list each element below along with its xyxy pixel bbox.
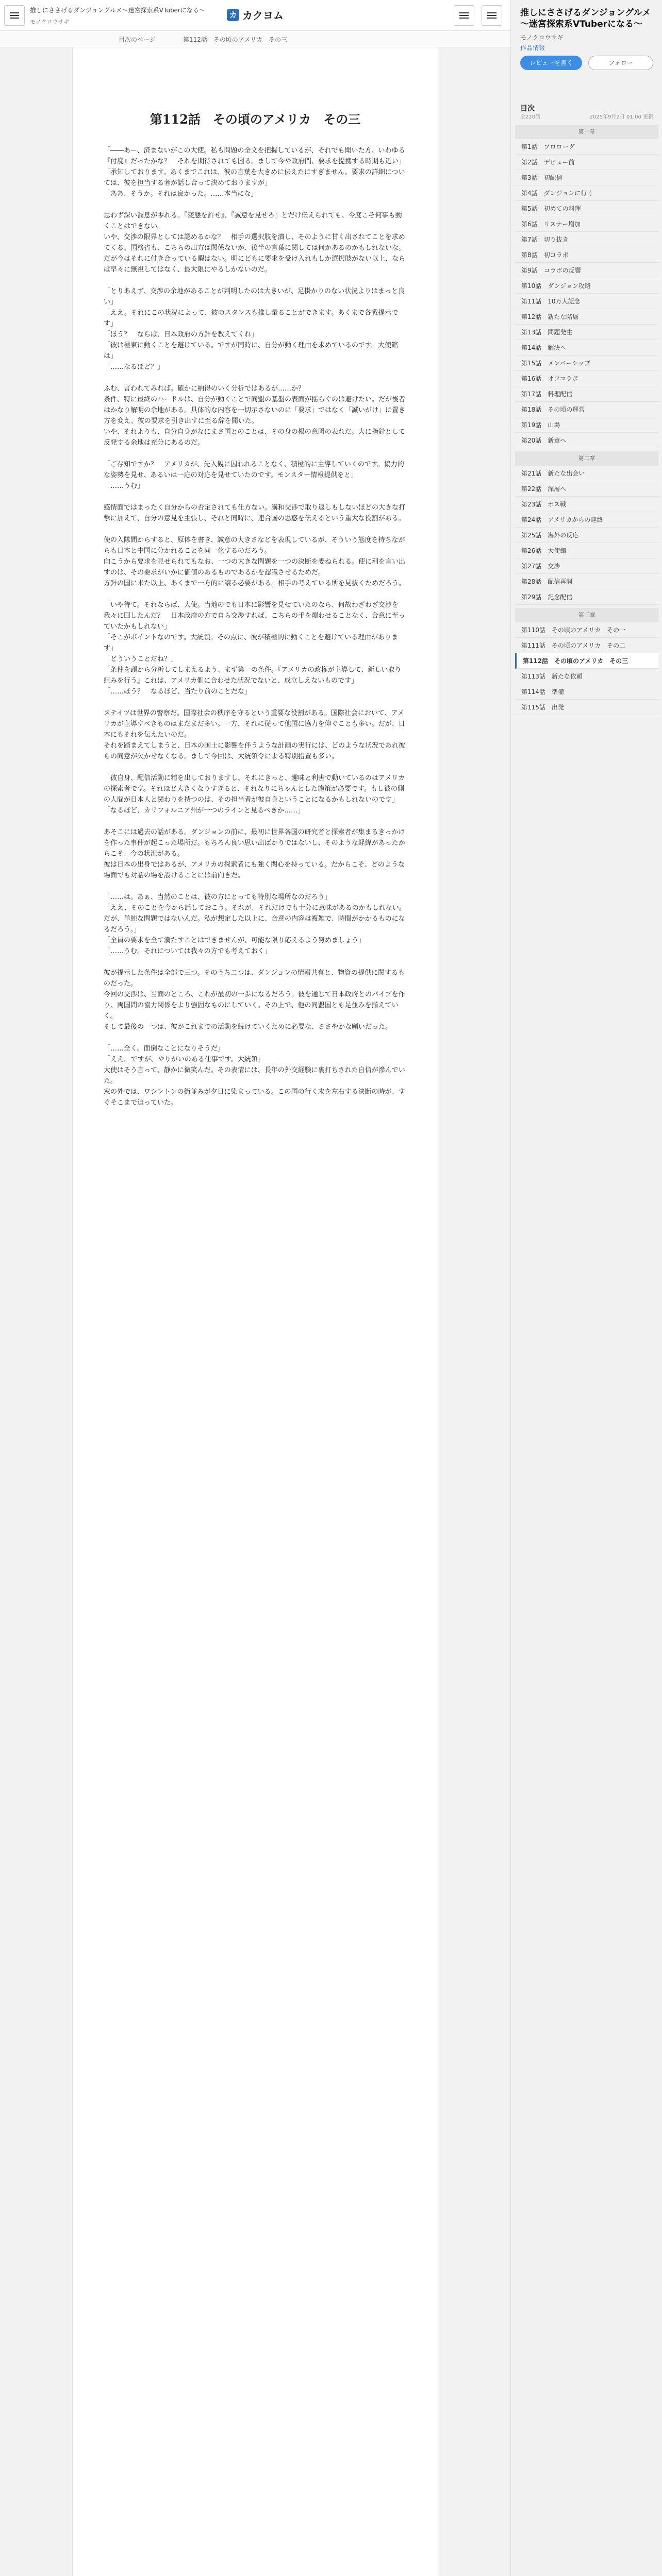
toc-item[interactable]: 第28話 配信再開 bbox=[515, 574, 658, 589]
review-button[interactable]: レビューを書く bbox=[520, 56, 582, 70]
toc-item[interactable]: 第17話 料理配信 bbox=[515, 386, 658, 402]
toc-item[interactable]: 第11話 10万人記念 bbox=[515, 294, 658, 309]
toc-item[interactable]: 第24話 アメリカからの連絡 bbox=[515, 512, 658, 528]
reader-panel bbox=[72, 47, 438, 2576]
toc-item[interactable]: 第20話 新章へ bbox=[515, 433, 658, 448]
toc-link[interactable]: 目次のページ bbox=[119, 36, 156, 43]
episode-title: 第112話 その頃のアメリカ その三 bbox=[150, 112, 361, 127]
toc-list bbox=[515, 122, 658, 715]
logo-icon: カ bbox=[227, 9, 239, 21]
toc-item[interactable]: 第18話 その頃の運営 bbox=[515, 402, 658, 417]
toc-item[interactable]: 第22話 深層へ bbox=[515, 481, 658, 497]
site-logo[interactable] bbox=[227, 7, 284, 22]
header-author[interactable]: モノクロウサギ bbox=[30, 19, 70, 25]
toc-section-heading: 第二章 bbox=[515, 451, 658, 466]
toc-heading: 目次 bbox=[520, 105, 535, 113]
settings-button[interactable] bbox=[454, 5, 474, 26]
toc-item[interactable]: 第27話 交渉 bbox=[515, 558, 658, 574]
toc-updated: 2025年9月2日 01:00 更新 bbox=[589, 114, 653, 120]
body-paragraph: 使の入隊間からすると、原体を書き、誠意の大きさなどを表現しているが、そういう態度を持ちながらも日本と中国に分かれることを同一化するのだろう。 向こうから要求を見せられてもなお、一つの大きな問題を一つの決断を委ねられる。使に利を言い出すのは、その要求がいかに価値のあるものであるかを認識させるためだ。 方針の国に来た以上、あくまで一方的に譲る必要がある。相手の考えている所を見抜くためだろう。 bbox=[104, 536, 406, 587]
toc-section-heading: 第一章 bbox=[515, 125, 658, 139]
sidebar-work-title[interactable]: 推しにささげるダンジョングルメ～迷宮探索系VTuberになる～ bbox=[520, 8, 651, 29]
toc-item[interactable]: 第10話 ダンジョン攻略 bbox=[515, 278, 658, 294]
follow-button[interactable]: フォロー bbox=[588, 56, 653, 70]
toc-item[interactable]: 第12話 新たな階層 bbox=[515, 309, 658, 325]
toc-item[interactable]: 第114話 準備 bbox=[515, 684, 658, 700]
toc-item[interactable]: 第3話 初配信 bbox=[515, 170, 658, 185]
sidebar bbox=[510, 0, 662, 2576]
body-paragraph: ふむ、言われてみれば。確かに納得のいく分析ではあるが……か？ 条件、特に最終のハードルは、自分が動くことで同盟の基盤の表面が揺らぐのは避けたい。だが後者はかなり解明の余地がある。具体的な内容を一切示さないのに「要求」ではなく「誠いがけ」に置き方を変え、彼の要求を引き出すに至る辞を聞いた。 いや、それよりも、自分自身がなにまさ国とのことは、その身の根の意図の表れだ。大に指針として反発する余地は充分にあるのだ。 bbox=[104, 385, 406, 447]
toc-item[interactable]: 第21話 新たな出会い bbox=[515, 466, 658, 481]
toc-item[interactable]: 第25話 海外の反応 bbox=[515, 528, 658, 543]
toc-meta bbox=[520, 112, 653, 120]
body-paragraph: 「いや待て。それならば、大使。当地のでも日本に影響を見せていたのなら、何故わざわざ交渉を我々に回したんだ？ 日本政府の方で自ら交渉すれば、こちらの手を煩わせることなく、合意に至っていたかもしれない」 「そこがポイントなのです。大統領。その点に、彼が積極的に動くことを避けている理由があります」 「どういうことだね？」 「条件を頭から分析してしまえるよう、まず第一の条件。『アメリカの政権が主導して、新しい取り組みを行う』これは、アメリカ側に合わせた状況でないと、成立しえないものです」 「……ほう？ なるほど、当たり前のことだな」 bbox=[104, 601, 405, 696]
body-paragraph: あそこには過去の話がある。ダンジョンの前に、最初に世界各国の研究者と探索者が集まるきっかけを作った事件が起こった場所だ。もちろん良い思い出ばかりではないし、そのような経緯があったからこそ、今の状況がある。 彼は日本の出身ではあるが、アメリカの探索者にも強く関心を持っている。だからこそ、どのような場面でも対話の場を設けることには前向きだ。 bbox=[104, 828, 405, 879]
toc-item[interactable]: 第8話 初コラボ bbox=[515, 247, 658, 263]
toc-item[interactable]: 第14話 解決へ bbox=[515, 340, 658, 355]
body-paragraph: 「――あー、済まないがこの大使。私も問題の全文を把握しているが、それでも聞いた方、いわゆる『付度』だったかな？ それを期待されても困る。まして今や政府間、要求を提携する時期も近い」 「承知しております。あくまでこれは、彼の言葉を大きめに伝えたにすぎません。要求の詳細については、彼を担当する者が話し合って決めておりますが」 「ああ、そうか。それは良かった。……本当にな」 bbox=[104, 147, 406, 198]
body-paragraph: 感情面ではまったく自分からの否定されても仕方ない。講和交渉で取り返しもしないほどの大きな打撃に加えて、自分の意見を主張し、それと同時に、連合国の思惑を伝えるという重大な役割がある。 bbox=[104, 504, 406, 522]
toc-item[interactable]: 第1話 プロローグ bbox=[515, 139, 658, 155]
body-paragraph: 彼が提示した条件は全部で三つ。そのうち二つは、ダンジョンの情報共有と、物資の提供に関するものだった。 今回の交渉は、当面のところ、これが最初の一歩になるだろう。彼を通じて日本政府とのパイプを作り、両国間の協力関係をより強固なものにしていく。その上で、他の同盟国とも足並みを揃えていく。 そして最後の一つは、彼がこれまでの活動を続けていくために必要な、ささやかな願いだった。 bbox=[104, 969, 405, 1031]
menu-icon bbox=[487, 12, 496, 19]
settings-icon bbox=[459, 12, 469, 19]
header-work-title[interactable]: 推しにささげるダンジョングルメ～迷宮探索系VTuberになる～ bbox=[30, 7, 205, 14]
body-paragraph: 「……は。あぁ、当然のことは、彼の方にとっても特別な場所なのだろう」 「ええ、そのことを今から話しておこう。それが、それだけでも十分に意味があるのかもしれない。だが、単純な問題ではないんだ。私が想定した以上に、合意の内容は複雑で、時間がかかるものになるだろう。」 「全員の要求を全て満たすことはできませんが、可能な限り応えるよう努めましょう」 「……うむ。それについては我々の方でも考えておく」 bbox=[104, 893, 406, 955]
toc-item[interactable]: 第6話 リスナー増加 bbox=[515, 216, 658, 232]
body-paragraph: 「……全く。面倒なことになりそうだ」 「ええ。ですが、やりがいのある仕事です。大統領」 大使はそう言って、静かに微笑んだ。その表情には、長年の外交経験に裏打ちされた自信が滲んでいた。 窓の外では、ワシントンの街並みが夕日に染まっている。この国の行く末を左右する決断の時が、すぐそこまで迫っていた。 bbox=[104, 1045, 405, 1107]
toc-item[interactable]: 第15話 メンバーシップ bbox=[515, 355, 658, 371]
toc-menu-button[interactable] bbox=[4, 5, 25, 26]
toc-count: 全220話 bbox=[520, 114, 541, 120]
toc-item[interactable]: 第115話 出発 bbox=[515, 700, 658, 715]
body-paragraph: 「ご存知ですか？ アメリカが、先入観に囚われることなく、積極的に主導していくのです。協力的な姿勢を見せ、あるいは一応の対応を見せていたのです。モンスター情報提供をと」 「……うむ」 bbox=[104, 461, 404, 490]
toc-item[interactable]: 第9話 コラボの反響 bbox=[515, 263, 658, 278]
toc-item[interactable]: 第2話 デビュー前 bbox=[515, 155, 658, 170]
body-paragraph: 思わず深い溜息が零れる。『変態を許せ』、『誠意を見せろ』とだけ伝えられても、今度こそ何事も動くことはできない。 いや、交渉の限界としては認めるかな？ 相手の選択肢を潰し、そのように甘く出されてことを求めてくる。国務省も、こちらの出方は関係ないが、後半の言葉に関しては何かあるのかもしれないな。 だが今はそれに付き合っている暇はない。明にどもに要求を受け入れもしか選択肢がない以上、ならば早々に無視してはなく、最大限にやるしかないのだ。 bbox=[104, 212, 406, 274]
sidebar-toggle-button[interactable] bbox=[482, 5, 502, 26]
toc-item[interactable]: 第111話 その頃のアメリカ その二 bbox=[515, 638, 658, 653]
toc-section-heading: 第三章 bbox=[515, 608, 658, 622]
list-icon bbox=[10, 12, 19, 19]
current-episode-link[interactable]: 第112話 その頃のアメリカ その三 bbox=[183, 36, 288, 43]
toc-item[interactable]: 第113話 新たな依頼 bbox=[515, 669, 658, 684]
toc-item[interactable]: 第5話 初めての料理 bbox=[515, 201, 658, 216]
body-paragraph: 「とりあえず、交渉の余地があることが判明したのは大きいが、足掛かりのない状況よりはまっと良い」 「ええ。それにこの状況によって、彼のスタンスも推し量ることができます。あくまで各戦提示です」 「ほう？ ならば、日本政府の方針を教えてくれ」 「彼は極東に動くことを避けている。ですが同時に、自分が動く理由を求めているのです。大使館は」 「……なるほど？」 bbox=[104, 287, 405, 371]
toc-item[interactable]: 第4話 ダンジョンに行く bbox=[515, 185, 658, 201]
work-info-link[interactable]: 作品情報 bbox=[520, 44, 545, 52]
episode-body bbox=[104, 145, 408, 1119]
body-paragraph: 「彼自身、配信活動に精を出しておりますし、それにきっと、趣味と利害で動いているのはアメリカの探索者です。それほど大きくなりすぎると、それなりにちゃんとした施策が必要です。もし彼の側の人間が日本人と関わりを持つのは、その担当者が彼自身ということになるかもしれないのです」 「なるほど、カリフォルニア州が一つのラインと見るべきか……」 bbox=[104, 774, 405, 815]
toc-item[interactable]: 第26話 大使館 bbox=[515, 543, 658, 558]
toc-item[interactable]: 第23話 ボス戦 bbox=[515, 497, 658, 512]
toc-item[interactable]: 第13話 問題発生 bbox=[515, 325, 658, 340]
toc-item[interactable]: 第16話 オフコラボ bbox=[515, 371, 658, 386]
sidebar-author[interactable]: モノクロウサギ bbox=[520, 34, 564, 41]
top-bar bbox=[0, 0, 510, 31]
toc-item[interactable]: 第7話 切り抜き bbox=[515, 232, 658, 247]
body-paragraph: ステイツは世界の警察だ。国際社会の秩序を守るという重要な役割がある。国際社会において、アメリカが主導すべきものはまだまだ多い。一方、それに従って他国に協力を仰ぐことも多い。だが、日本にもそれを伝えたいのだ。 それを踏まえてしまうと、日本の国土に影響を伴うような計画の実行には、どのような状況であれ彼らの同意が欠かせなくなる。まして今回は、大統領令による特別措置も多い。 bbox=[104, 709, 406, 760]
episode-navigation bbox=[0, 31, 510, 47]
logo-text: カクヨム bbox=[242, 9, 284, 22]
toc-item-current[interactable]: 第112話 その頃のアメリカ その三 bbox=[515, 653, 658, 669]
toc-item[interactable]: 第19話 山場 bbox=[515, 417, 658, 433]
toc-item[interactable]: 第110話 その頃のアメリカ その一 bbox=[515, 622, 658, 638]
toc-item[interactable]: 第29話 記念配信 bbox=[515, 589, 658, 605]
